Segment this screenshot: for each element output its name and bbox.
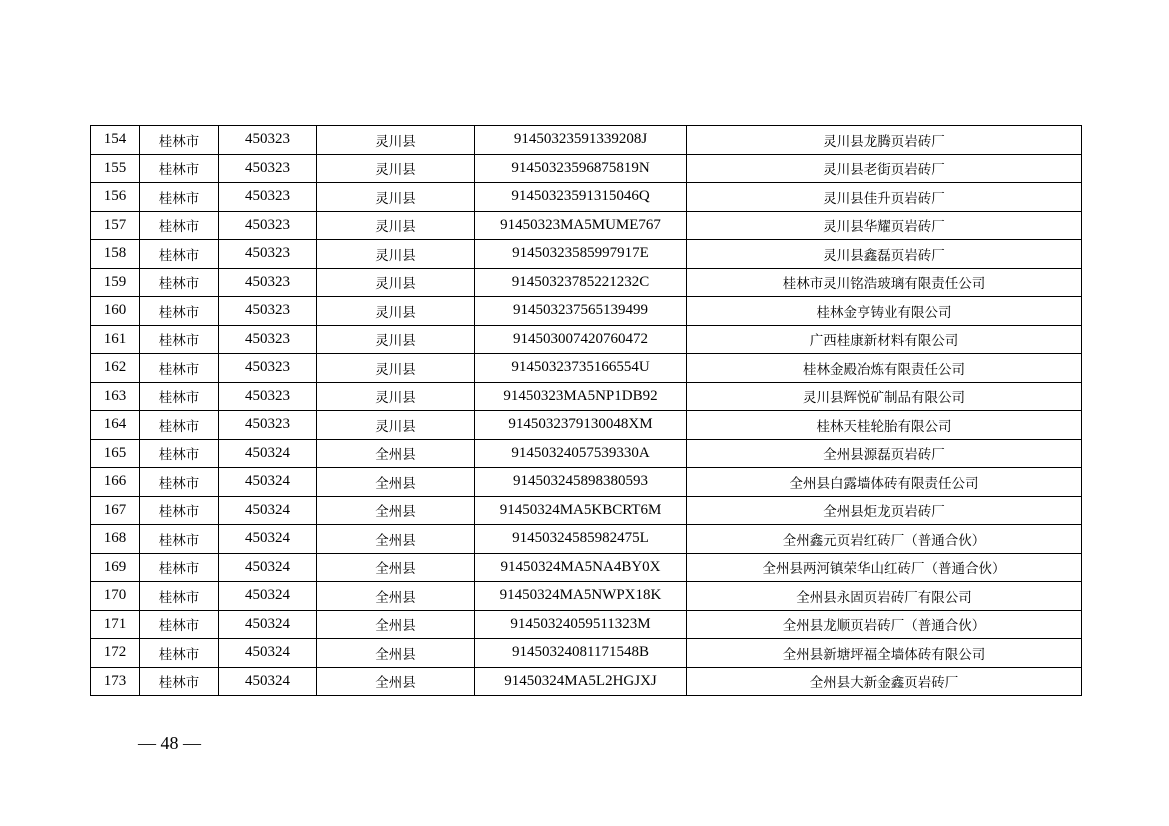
- table-row: [91, 240, 1082, 269]
- region-code-cell: 450323: [219, 354, 317, 383]
- credit-code-cell: 914503245898380593: [475, 468, 687, 497]
- city-cell: 桂林市: [140, 268, 219, 297]
- company-name-cell: 全州县龙顺页岩砖厂（普通合伙）: [687, 610, 1082, 639]
- page-number: — 48 —: [138, 733, 201, 753]
- county-cell: 灵川县: [317, 126, 475, 155]
- company-name-cell: 广西桂康新材料有限公司: [687, 325, 1082, 354]
- city-cell: 桂林市: [140, 582, 219, 611]
- table-row: [91, 411, 1082, 440]
- county-cell: 全州县: [317, 439, 475, 468]
- city-cell: 桂林市: [140, 411, 219, 440]
- county-cell: 全州县: [317, 582, 475, 611]
- region-code-cell: 450324: [219, 525, 317, 554]
- credit-code-cell: 91450323MA5NP1DB92: [475, 382, 687, 411]
- region-code-cell: 450324: [219, 439, 317, 468]
- county-cell: 全州县: [317, 610, 475, 639]
- city-cell: 桂林市: [140, 325, 219, 354]
- credit-code-cell: 91450323735166554U: [475, 354, 687, 383]
- company-name-cell: 桂林天桂轮胎有限公司: [687, 411, 1082, 440]
- city-cell: 桂林市: [140, 297, 219, 326]
- table-row: [91, 325, 1082, 354]
- county-cell: 灵川县: [317, 154, 475, 183]
- table-row: [91, 639, 1082, 668]
- county-cell: 灵川县: [317, 211, 475, 240]
- region-code-cell: 450323: [219, 297, 317, 326]
- region-code-cell: 450324: [219, 639, 317, 668]
- credit-code-cell: 91450324MA5NWPX18K: [475, 582, 687, 611]
- credit-code-cell: 91450323591315046Q: [475, 183, 687, 212]
- company-name-cell: 桂林市灵川铭浩玻璃有限责任公司: [687, 268, 1082, 297]
- credit-code-cell: 91450323596875819N: [475, 154, 687, 183]
- table-row: [91, 382, 1082, 411]
- county-cell: 灵川县: [317, 382, 475, 411]
- row-number-cell: 164: [91, 411, 140, 440]
- county-cell: 全州县: [317, 639, 475, 668]
- credit-code-cell: 91450323585997917E: [475, 240, 687, 269]
- row-number-cell: 171: [91, 610, 140, 639]
- row-number-cell: 160: [91, 297, 140, 326]
- company-name-cell: 灵川县老街页岩砖厂: [687, 154, 1082, 183]
- county-cell: 灵川县: [317, 411, 475, 440]
- region-code-cell: 450323: [219, 382, 317, 411]
- row-number-cell: 154: [91, 126, 140, 155]
- row-number-cell: 169: [91, 553, 140, 582]
- row-number-cell: 170: [91, 582, 140, 611]
- table-row: [91, 354, 1082, 383]
- table-row: [91, 211, 1082, 240]
- county-cell: 全州县: [317, 667, 475, 696]
- company-name-cell: 桂林金亨铸业有限公司: [687, 297, 1082, 326]
- region-code-cell: 450324: [219, 667, 317, 696]
- county-cell: 全州县: [317, 553, 475, 582]
- region-code-cell: 450323: [219, 183, 317, 212]
- row-number-cell: 156: [91, 183, 140, 212]
- region-code-cell: 450323: [219, 325, 317, 354]
- region-code-cell: 450324: [219, 582, 317, 611]
- company-name-cell: 全州县新塘坪福全墙体砖有限公司: [687, 639, 1082, 668]
- company-name-cell: 灵川县佳升页岩砖厂: [687, 183, 1082, 212]
- county-cell: 灵川县: [317, 297, 475, 326]
- row-number-cell: 165: [91, 439, 140, 468]
- company-name-cell: 全州县白露墙体砖有限责任公司: [687, 468, 1082, 497]
- city-cell: 桂林市: [140, 667, 219, 696]
- region-code-cell: 450323: [219, 240, 317, 269]
- company-name-cell: 灵川县鑫磊页岩砖厂: [687, 240, 1082, 269]
- city-cell: 桂林市: [140, 525, 219, 554]
- region-code-cell: 450323: [219, 268, 317, 297]
- row-number-cell: 163: [91, 382, 140, 411]
- table-body: [91, 126, 1082, 696]
- table-row: [91, 468, 1082, 497]
- county-cell: 全州县: [317, 468, 475, 497]
- city-cell: 桂林市: [140, 154, 219, 183]
- region-code-cell: 450323: [219, 154, 317, 183]
- company-name-cell: 全州县永固页岩砖厂有限公司: [687, 582, 1082, 611]
- row-number-cell: 167: [91, 496, 140, 525]
- city-cell: 桂林市: [140, 496, 219, 525]
- row-number-cell: 158: [91, 240, 140, 269]
- table-row: [91, 496, 1082, 525]
- county-cell: 全州县: [317, 496, 475, 525]
- city-cell: 桂林市: [140, 553, 219, 582]
- region-code-cell: 450324: [219, 610, 317, 639]
- row-number-cell: 161: [91, 325, 140, 354]
- credit-code-cell: 914503237565139499: [475, 297, 687, 326]
- table-row: [91, 297, 1082, 326]
- company-name-cell: 全州县两河镇荣华山红砖厂（普通合伙）: [687, 553, 1082, 582]
- row-number-cell: 173: [91, 667, 140, 696]
- row-number-cell: 166: [91, 468, 140, 497]
- credit-code-cell: 91450323591339208J: [475, 126, 687, 155]
- county-cell: 灵川县: [317, 325, 475, 354]
- credit-code-cell: 91450323MA5MUME767: [475, 211, 687, 240]
- credit-code-cell: 914503007420760472: [475, 325, 687, 354]
- city-cell: 桂林市: [140, 354, 219, 383]
- table-row: [91, 126, 1082, 155]
- row-number-cell: 168: [91, 525, 140, 554]
- table-row: [91, 183, 1082, 212]
- credit-code-cell: 91450324585982475L: [475, 525, 687, 554]
- credit-code-cell: 9145032379130048XM: [475, 411, 687, 440]
- city-cell: 桂林市: [140, 240, 219, 269]
- city-cell: 桂林市: [140, 183, 219, 212]
- company-name-cell: 全州县源磊页岩砖厂: [687, 439, 1082, 468]
- table-row: [91, 439, 1082, 468]
- credit-code-cell: 91450323785221232C: [475, 268, 687, 297]
- company-name-cell: 全州鑫元页岩红砖厂（普通合伙）: [687, 525, 1082, 554]
- row-number-cell: 157: [91, 211, 140, 240]
- credit-code-cell: 91450324MA5L2HGJXJ: [475, 667, 687, 696]
- region-code-cell: 450323: [219, 211, 317, 240]
- city-cell: 桂林市: [140, 639, 219, 668]
- county-cell: 灵川县: [317, 268, 475, 297]
- credit-code-cell: 91450324057539330A: [475, 439, 687, 468]
- table-row: [91, 154, 1082, 183]
- county-cell: 全州县: [317, 525, 475, 554]
- row-number-cell: 159: [91, 268, 140, 297]
- credit-code-cell: 91450324MA5NA4BY0X: [475, 553, 687, 582]
- company-name-cell: 灵川县辉悦矿制品有限公司: [687, 382, 1082, 411]
- table-row: [91, 553, 1082, 582]
- row-number-cell: 162: [91, 354, 140, 383]
- row-number-cell: 172: [91, 639, 140, 668]
- city-cell: 桂林市: [140, 468, 219, 497]
- company-name-cell: 桂林金殿冶炼有限责任公司: [687, 354, 1082, 383]
- credit-code-cell: 91450324059511323M: [475, 610, 687, 639]
- credit-code-cell: 91450324081171548B: [475, 639, 687, 668]
- company-name-cell: 灵川县华耀页岩砖厂: [687, 211, 1082, 240]
- city-cell: 桂林市: [140, 610, 219, 639]
- region-code-cell: 450323: [219, 126, 317, 155]
- table-row: [91, 582, 1082, 611]
- table-row: [91, 268, 1082, 297]
- company-name-cell: 灵川县龙腾页岩砖厂: [687, 126, 1082, 155]
- table-row: [91, 667, 1082, 696]
- enterprise-list-table: [90, 125, 1082, 696]
- city-cell: 桂林市: [140, 439, 219, 468]
- row-number-cell: 155: [91, 154, 140, 183]
- county-cell: 灵川县: [317, 240, 475, 269]
- city-cell: 桂林市: [140, 382, 219, 411]
- region-code-cell: 450324: [219, 553, 317, 582]
- table-row: [91, 525, 1082, 554]
- company-name-cell: 全州县大新金鑫页岩砖厂: [687, 667, 1082, 696]
- company-name-cell: 全州县炬龙页岩砖厂: [687, 496, 1082, 525]
- city-cell: 桂林市: [140, 211, 219, 240]
- credit-code-cell: 91450324MA5KBCRT6M: [475, 496, 687, 525]
- county-cell: 灵川县: [317, 183, 475, 212]
- table-row: [91, 610, 1082, 639]
- county-cell: 灵川县: [317, 354, 475, 383]
- region-code-cell: 450323: [219, 411, 317, 440]
- region-code-cell: 450324: [219, 468, 317, 497]
- city-cell: 桂林市: [140, 126, 219, 155]
- region-code-cell: 450324: [219, 496, 317, 525]
